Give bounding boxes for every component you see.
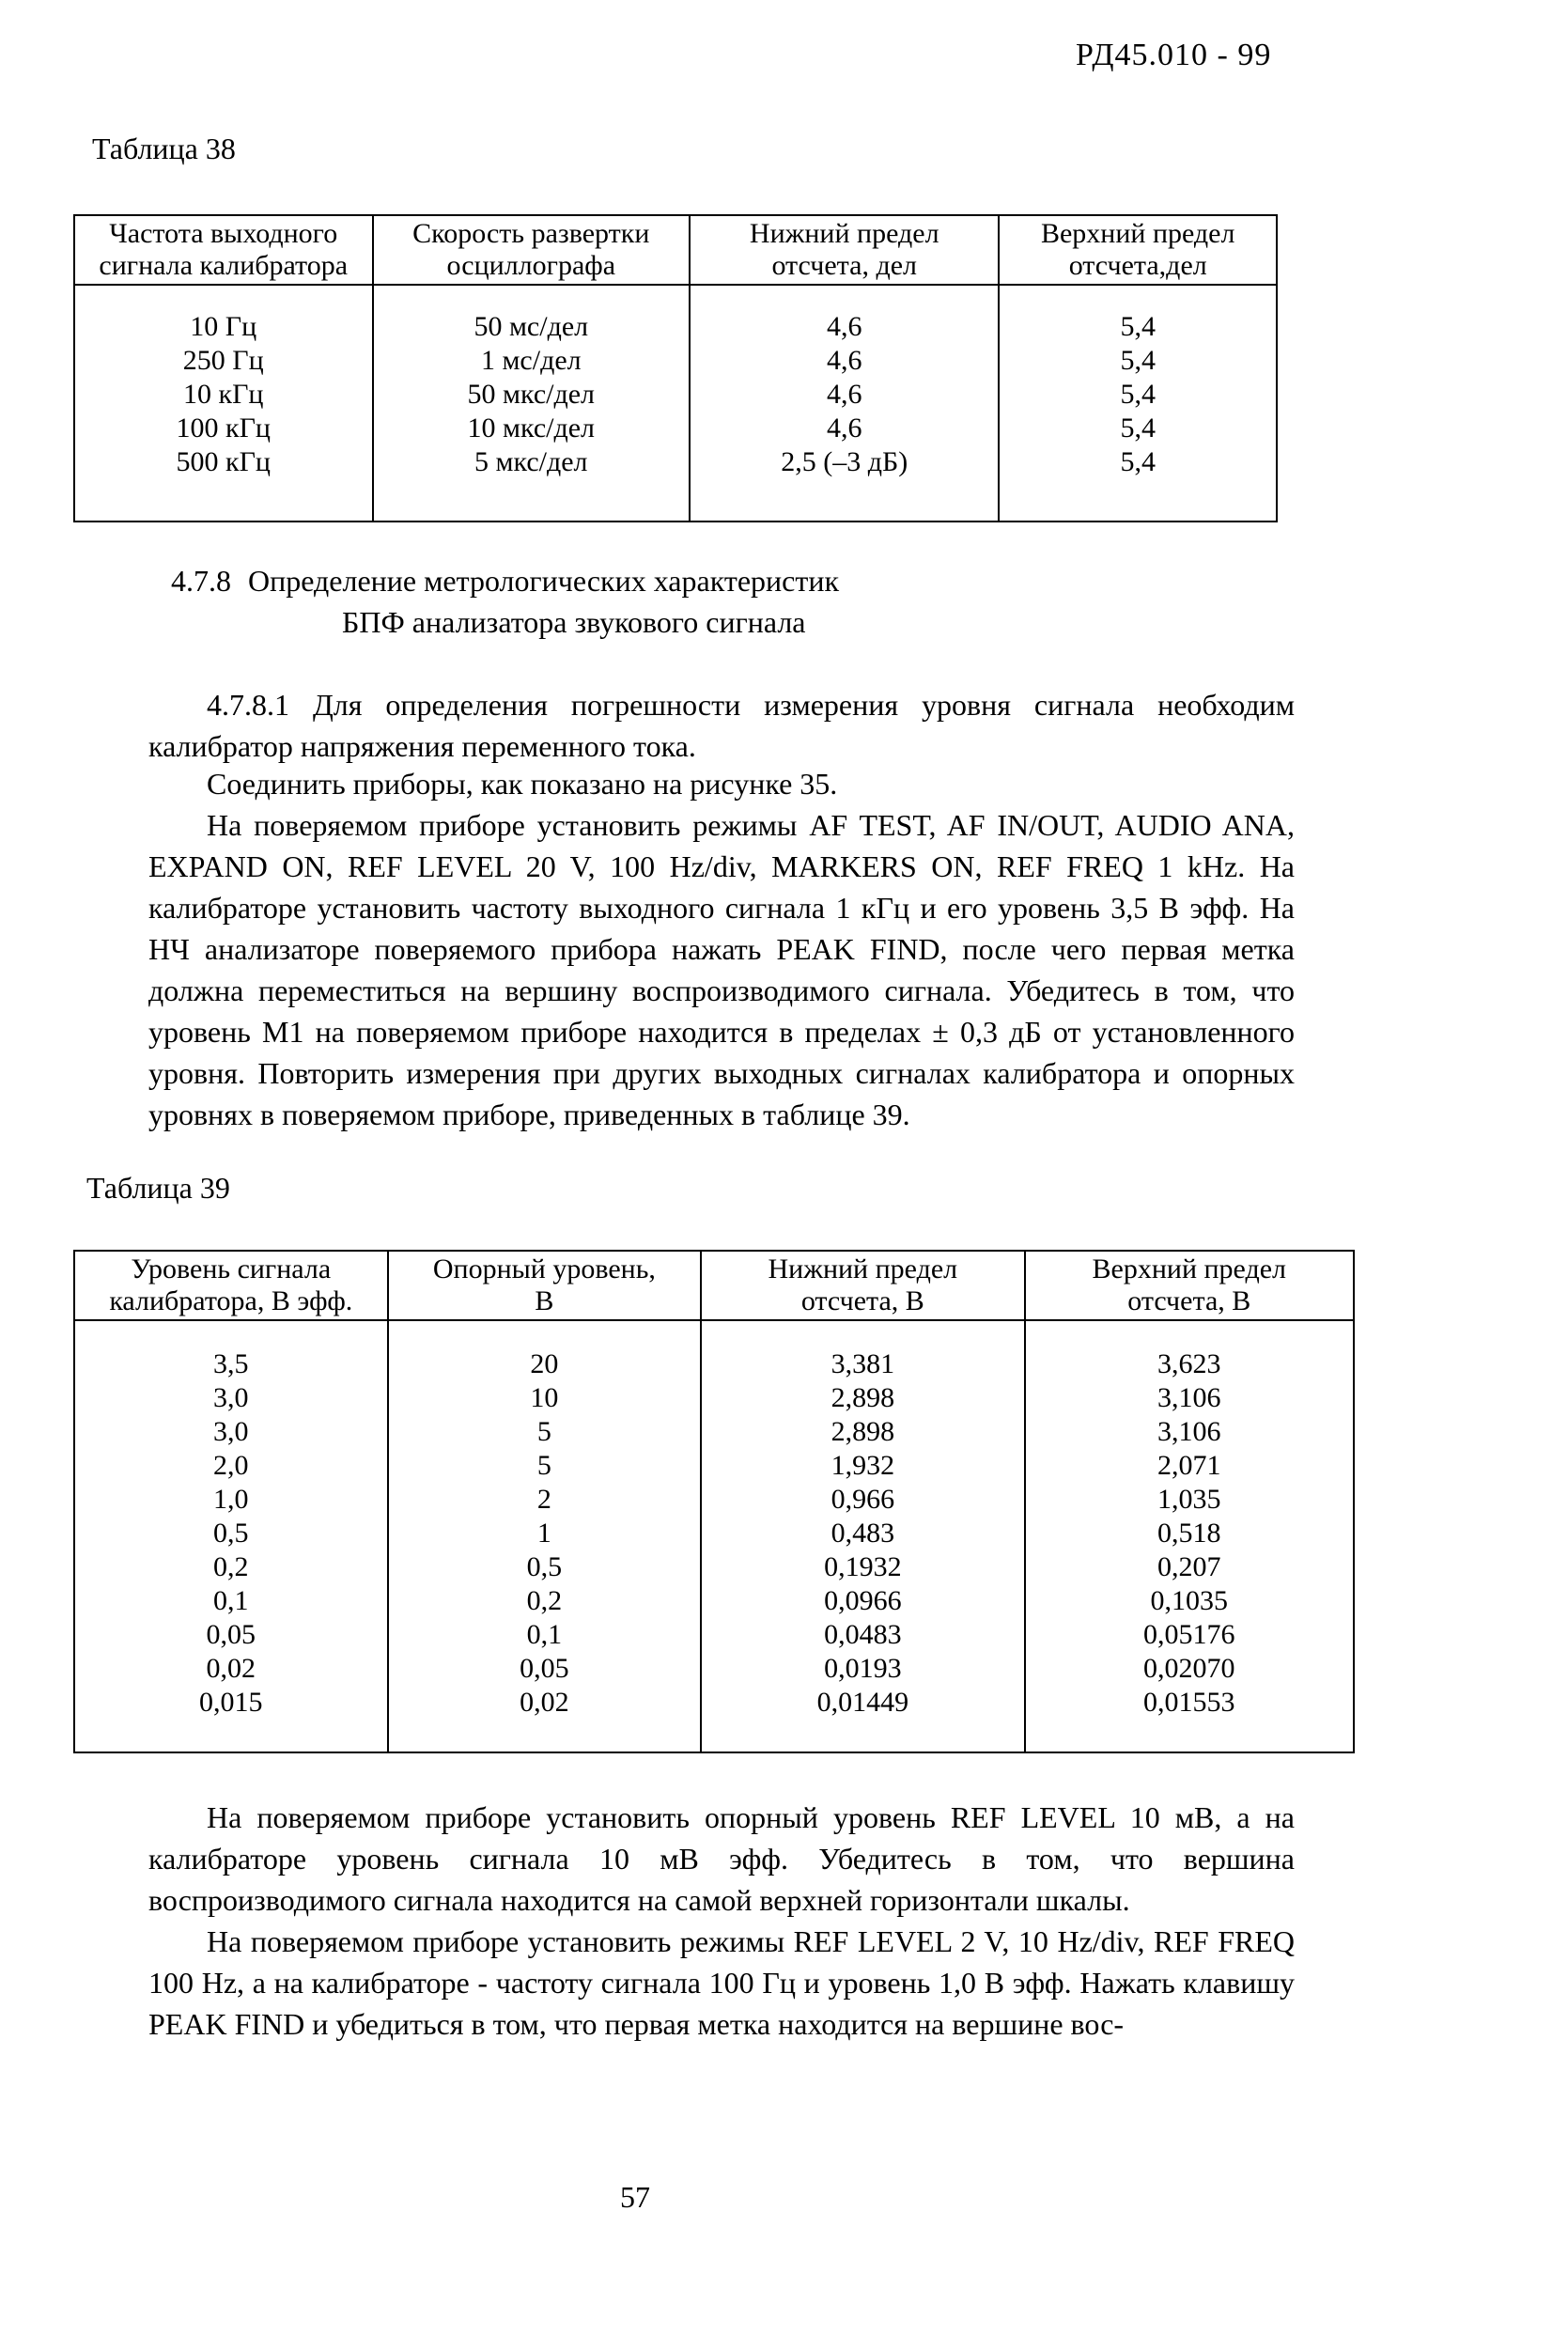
- table-38-col-sweep-speed: [374, 310, 690, 479]
- table-39: [73, 1250, 1355, 1753]
- table-cell: 5,4: [1120, 379, 1156, 410]
- table-cell: 0,966: [831, 1484, 895, 1515]
- table-39-label: Таблица 39: [86, 1171, 230, 1205]
- table-cell: 0,5: [526, 1551, 563, 1582]
- table-cell: 50 мс/дел: [474, 311, 589, 342]
- table-cell: 2,0: [213, 1450, 249, 1481]
- table-cell: 2,071: [1157, 1450, 1221, 1481]
- table-cell: 20: [530, 1348, 559, 1379]
- table-cell: 10 мкс/дел: [467, 413, 596, 444]
- table-39-col-reference-level: [389, 1347, 701, 1720]
- table-cell: 100 кГц: [176, 413, 271, 444]
- table-cell: 0,5: [213, 1518, 249, 1549]
- table-cell: 2,5 (–3 дБ): [781, 446, 908, 477]
- paragraph-connect-devices: Соединить приборы, как показано на рисунке 35.: [207, 767, 838, 801]
- table-cell: 0,05176: [1143, 1619, 1235, 1650]
- table-cell: 0,1932: [824, 1551, 902, 1582]
- table-cell: 250 Гц: [182, 345, 264, 376]
- table-cell: 0,015: [199, 1687, 263, 1718]
- table-cell: 3,0: [213, 1382, 249, 1413]
- table-39-header-upper-limit: Верхний предел отсчета, В: [1025, 1251, 1354, 1320]
- table-cell: 3,0: [213, 1416, 249, 1447]
- table-cell: 3,106: [1157, 1382, 1221, 1413]
- table-cell: 0,05: [206, 1619, 256, 1650]
- table-cell: 0,0966: [824, 1585, 902, 1616]
- table-cell: 0,483: [831, 1518, 895, 1549]
- table-cell: 50 мкс/дел: [467, 379, 596, 410]
- table-38: [73, 214, 1278, 522]
- table-cell: 5: [536, 1450, 551, 1481]
- table-cell: 0,207: [1157, 1551, 1221, 1582]
- table-cell: 0,05: [520, 1653, 569, 1684]
- table-38-col-upper-limit: [1000, 310, 1276, 479]
- table-cell: 5,4: [1120, 345, 1156, 376]
- table-cell: 2,898: [831, 1416, 895, 1447]
- document-code: РД45.010 - 99: [1076, 38, 1272, 72]
- table-cell: 3,5: [213, 1348, 249, 1379]
- table-cell: 0,0193: [824, 1653, 902, 1684]
- table-cell: 3,623: [1157, 1348, 1221, 1379]
- table-cell: 0,2: [526, 1585, 563, 1616]
- table-cell: 1: [536, 1518, 551, 1549]
- section-title: Определение метрологических характеристик: [248, 564, 839, 598]
- table-cell: 2: [536, 1484, 551, 1515]
- table-38-header-upper-limit: Верхний предел отсчета,дел: [999, 215, 1277, 285]
- table-38-header-row: [74, 215, 1277, 285]
- table-39-header-calibrator-level: Уровень сигнала калибратора, В эфф.: [74, 1251, 388, 1320]
- table-cell: 1,932: [831, 1450, 895, 1481]
- table-cell: 3,381: [831, 1348, 895, 1379]
- table-cell: 0,0483: [824, 1619, 902, 1650]
- table-cell: 1,0: [213, 1484, 249, 1515]
- table-39-col-upper-limit: [1026, 1347, 1353, 1720]
- table-39-header-row: [74, 1251, 1354, 1320]
- table-cell: 5,4: [1120, 413, 1156, 444]
- table-cell: 4,6: [826, 413, 862, 444]
- table-cell: 10: [530, 1382, 559, 1413]
- table-cell: 5,4: [1120, 311, 1156, 342]
- paragraph-ref-level-10mv: На поверяемом приборе установить опорный уровень REF LEVEL 10 мВ, а на калибраторе уровень сигнала 10 мВ эфф. Убедитесь в том, что вершина воспроизводимого сигнала находится на самой верхней горизонтали шкалы.: [148, 1800, 1295, 1917]
- table-cell: 0,02: [206, 1653, 256, 1684]
- table-cell: 3,106: [1157, 1416, 1221, 1447]
- table-cell: 0,01553: [1143, 1687, 1235, 1718]
- table-39-header-lower-limit: Нижний предел отсчета, В: [701, 1251, 1024, 1320]
- table-cell: 0,1: [213, 1585, 249, 1616]
- table-cell: 5,4: [1120, 446, 1156, 477]
- paragraph-ref-level-2v: На поверяемом приборе установить режимы REF LEVEL 2 V, 10 Hz/div, REF FREQ 100 Hz, а на калибраторе - частоту сигнала 100 Гц и уровень 1,0 В эфф. Нажать клавишу PEAK FIND и убедиться в том, что первая метка находится на вершине вос-: [148, 1924, 1295, 2041]
- paragraph-measurement-procedure: На поверяемом приборе установить режимы AF TEST, AF IN/OUT, AUDIO ANA, EXPAND ON, REF LEVEL 20 V, 100 Hz/div, MARKERS ON, REF FREQ 1 kHz. На калибраторе установить частоту выходного сигнала 1 кГц и его уровень 3,5 В эфф. На НЧ анализаторе поверяемого прибора нажать PEAK FIND, после чего первая метка должна переместиться на вершину воспроизводимого сигнала. Убедитесь в том, что уровень M1 на поверяемом приборе находится в пределах ± 0,3 дБ от установленного уровня. Повторить измерения при других выходных сигналах калибратора и опорных уровнях в поверяемом приборе, приведенных в таблице 39.: [148, 808, 1295, 1131]
- table-39-body-row: [74, 1320, 1354, 1752]
- table-cell: 5 мкс/дел: [474, 446, 588, 477]
- table-cell: 0,01449: [816, 1687, 909, 1718]
- page-number: 57: [620, 2180, 650, 2214]
- table-39-header-reference-level: Опорный уровень, В: [388, 1251, 702, 1320]
- table-cell: 4,6: [826, 379, 862, 410]
- table-cell: 0,02070: [1143, 1653, 1235, 1684]
- table-cell: 4,6: [826, 311, 862, 342]
- table-39-col-calibrator-level: [75, 1347, 387, 1720]
- table-38-body-row: [74, 285, 1277, 522]
- table-cell: 500 кГц: [176, 446, 271, 477]
- section-title-line-2: БПФ анализатора звукового сигнала: [342, 605, 806, 639]
- table-38-col-frequency: [75, 310, 372, 479]
- table-cell: 0,518: [1157, 1518, 1221, 1549]
- table-39-col-lower-limit: [702, 1347, 1023, 1720]
- paragraph-4-7-8-1: 4.7.8.1 Для определения погрешности измерения уровня сигнала необходим калибратор напряжения переменного тока.: [148, 688, 1295, 763]
- table-cell: 0,2: [213, 1551, 249, 1582]
- table-cell: 10 Гц: [190, 311, 257, 342]
- table-cell: 1 мс/дел: [480, 345, 582, 376]
- table-cell: 0,1: [526, 1619, 563, 1650]
- section-number: 4.7.8: [171, 564, 231, 598]
- table-cell: 0,02: [520, 1687, 569, 1718]
- table-cell: 0,1035: [1150, 1585, 1229, 1616]
- table-cell: 5: [536, 1416, 551, 1447]
- table-cell: 2,898: [831, 1382, 895, 1413]
- table-cell: 1,035: [1157, 1484, 1221, 1515]
- section-title-line-1: [171, 560, 839, 601]
- table-cell: 10 кГц: [183, 379, 264, 410]
- table-38-col-lower-limit: [691, 310, 998, 479]
- table-38-header-sweep-speed: Скорость развертки осциллографа: [373, 215, 691, 285]
- table-38-label: Таблица 38: [92, 132, 236, 165]
- table-cell: 4,6: [826, 345, 862, 376]
- table-38-header-lower-limit: Нижний предел отсчета, дел: [690, 215, 999, 285]
- table-38-header-frequency: Частота выходного сигнала калибратора: [74, 215, 373, 285]
